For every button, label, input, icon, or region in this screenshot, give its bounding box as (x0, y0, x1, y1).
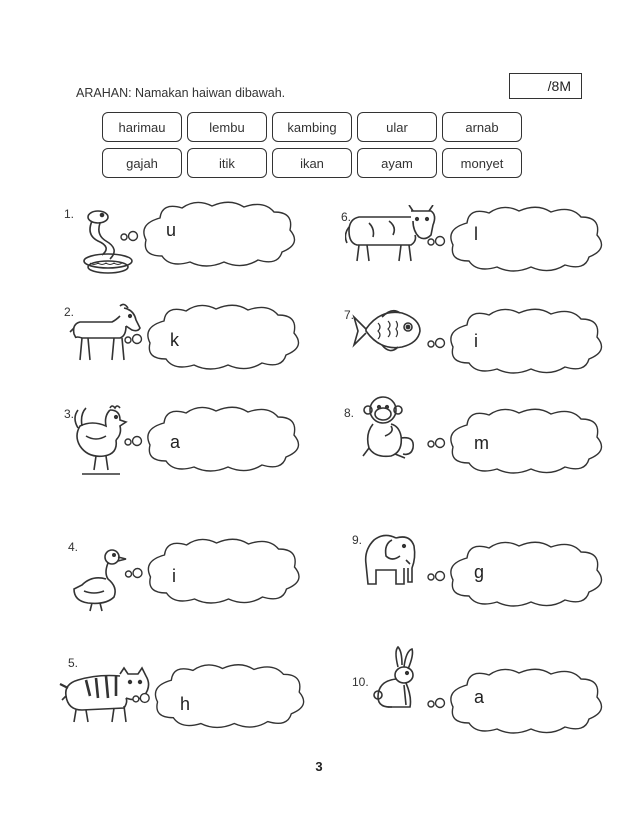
item-number: 8. (344, 406, 355, 420)
item-number: 5. (68, 656, 79, 670)
word-bank-item: ayam (357, 148, 437, 178)
chicken-icon (72, 402, 128, 480)
item-number: 1. (64, 207, 75, 221)
instruction-text: ARAHAN: Namakan haiwan dibawah. (76, 86, 286, 100)
item-number: 6. (341, 210, 352, 224)
word-bank-item: kambing (272, 112, 352, 142)
word-bank-item: ikan (272, 148, 352, 178)
word-bank (102, 112, 522, 178)
answer-hint-letter: u (166, 220, 177, 240)
answer-hint-letter: k (170, 330, 179, 350)
score-label: /8M (547, 78, 571, 94)
item-number: 7. (344, 308, 355, 322)
item-number: 9. (352, 533, 363, 547)
answer-hint-letter: a (170, 432, 181, 452)
thought-bubble (425, 307, 610, 375)
item-number: 10. (352, 675, 369, 689)
answer-hint-letter: a (474, 687, 485, 707)
answer-hint-letter: i (172, 566, 176, 586)
monkey-icon (355, 392, 417, 464)
elephant-icon (362, 530, 422, 590)
word-bank-item: harimau (102, 112, 182, 142)
fish-icon (352, 303, 424, 357)
thought-bubble (118, 200, 303, 268)
word-bank-item: monyet (442, 148, 522, 178)
word-bank-item: itik (187, 148, 267, 178)
answer-hint-letter: l (474, 224, 478, 244)
word-bank-item: lembu (187, 112, 267, 142)
item-number: 3. (64, 407, 75, 421)
thought-bubble (122, 303, 307, 371)
word-bank-item: gajah (102, 148, 182, 178)
rabbit-icon (370, 645, 424, 713)
thought-bubble (120, 537, 310, 605)
thought-bubble (425, 540, 610, 608)
page-number: 3 (315, 759, 323, 774)
item-number: 2. (64, 305, 75, 319)
item-number: 4. (68, 540, 79, 554)
answer-hint-letter: i (474, 331, 478, 351)
thought-bubble (425, 407, 610, 475)
thought-bubble (425, 667, 610, 735)
score-box (509, 73, 582, 99)
answer-hint-letter: h (180, 694, 191, 714)
thought-bubble (130, 662, 312, 730)
thought-bubble (122, 405, 307, 473)
answer-hint-letter: g (474, 562, 485, 582)
word-bank-item: arnab (442, 112, 522, 142)
answer-hint-letter: m (474, 433, 489, 453)
word-bank-item: ular (357, 112, 437, 142)
thought-bubble (425, 205, 610, 273)
